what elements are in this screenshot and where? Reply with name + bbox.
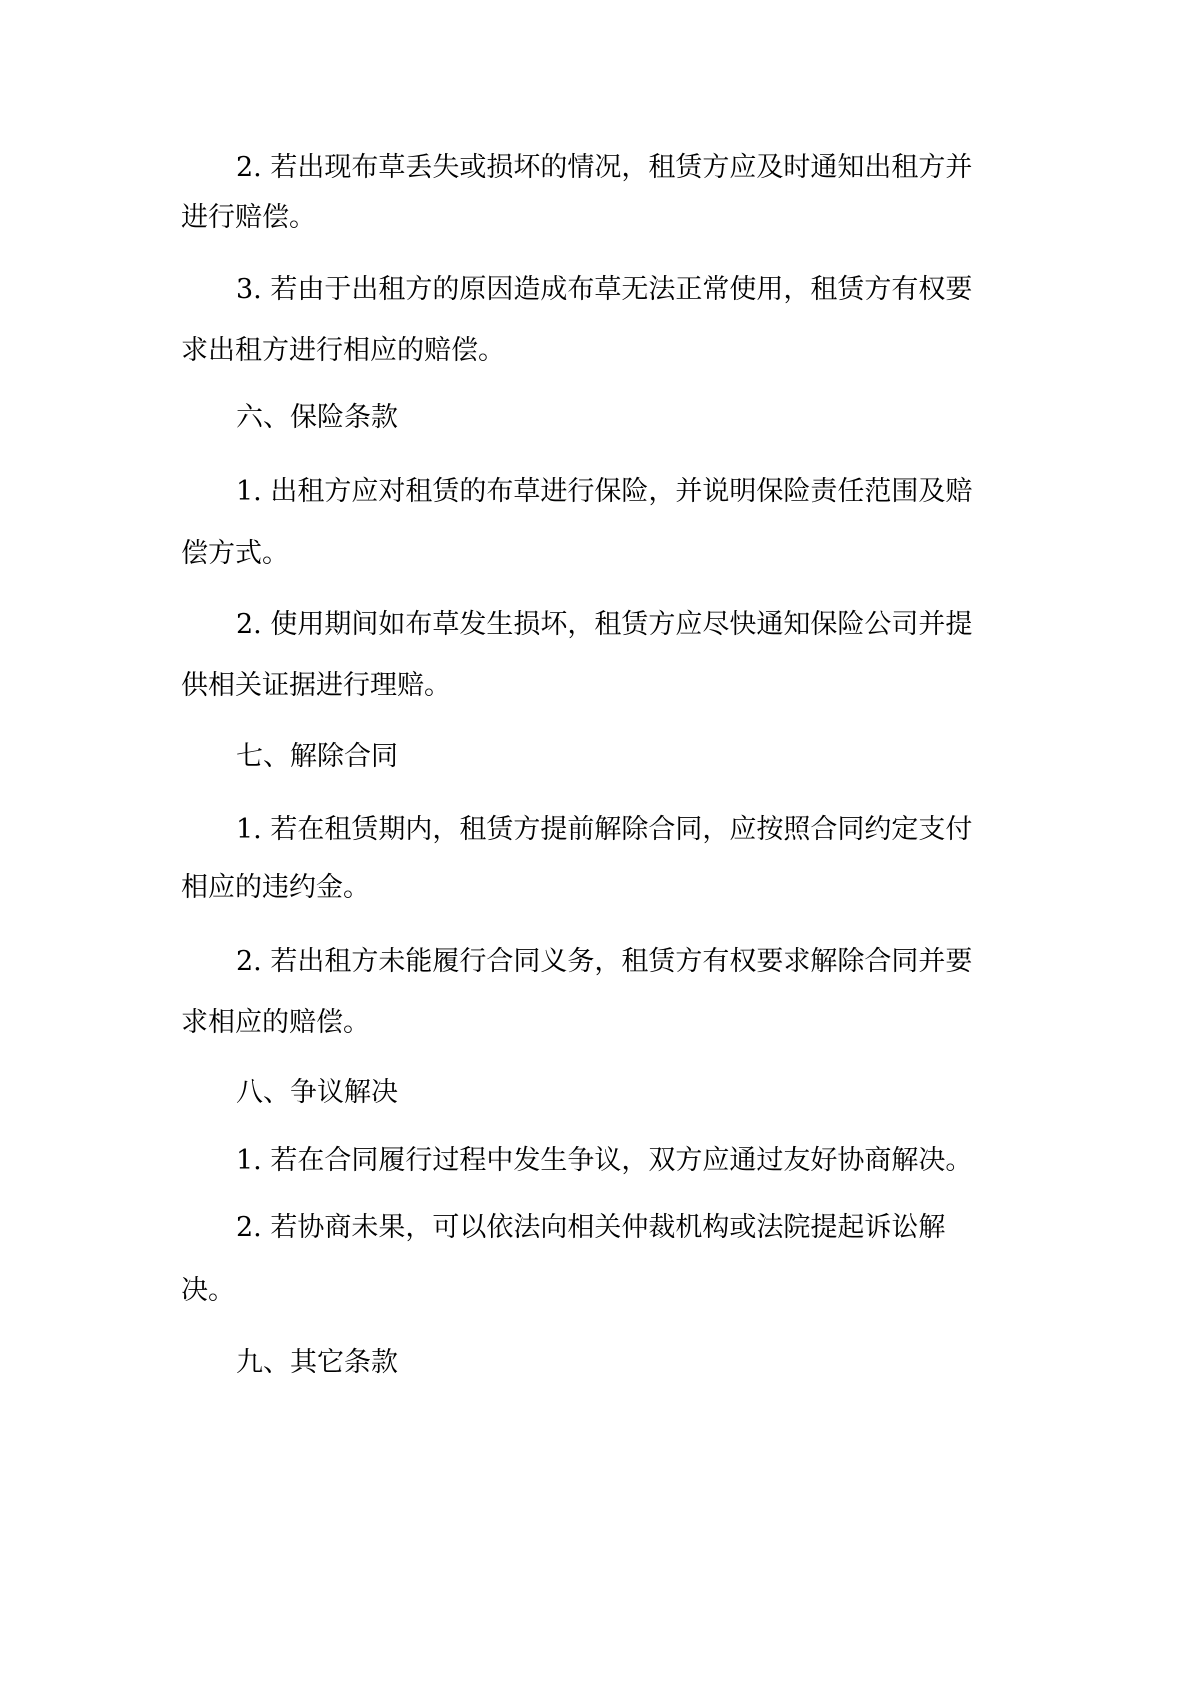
clause-6-1-line-1: 1. 出租方应对租赁的布草进行保险，并说明保险责任范围及赔 — [236, 476, 973, 507]
clause-7-2-line-1: 2. 若出租方未能履行合同义务，租赁方有权要求解除合同并要 — [236, 946, 973, 977]
clause-8-1-line-1: 1. 若在合同履行过程中发生争议，双方应通过友好协商解决。 — [236, 1145, 973, 1176]
clause-6-2-line-2: 供相关证据进行理赔。 — [181, 670, 451, 701]
section-heading-insurance: 六、保险条款 — [236, 402, 398, 433]
clause-7-2-line-2: 求相应的赔偿。 — [181, 1007, 370, 1038]
section-heading-dispute: 八、争议解决 — [236, 1077, 398, 1108]
clause-8-2-line-1: 2. 若协商未果，可以依法向相关仲裁机构或法院提起诉讼解 — [236, 1212, 946, 1243]
section-heading-termination: 七、解除合同 — [236, 741, 398, 772]
clause-5-2-line-1: 2. 若出现布草丢失或损坏的情况，租赁方应及时通知出租方并 — [236, 152, 973, 183]
clause-6-2-line-1: 2. 使用期间如布草发生损坏，租赁方应尽快通知保险公司并提 — [236, 609, 973, 640]
section-heading-other: 九、其它条款 — [236, 1347, 398, 1378]
clause-7-1-line-1: 1. 若在租赁期内，租赁方提前解除合同，应按照合同约定支付 — [236, 814, 973, 845]
clause-6-1-line-2: 偿方式。 — [181, 538, 289, 569]
clause-5-3-line-2: 求出租方进行相应的赔偿。 — [181, 335, 505, 366]
clause-8-2-line-2: 决。 — [181, 1275, 235, 1306]
clause-7-1-line-2: 相应的违约金。 — [181, 872, 370, 903]
clause-5-3-line-1: 3. 若由于出租方的原因造成布草无法正常使用，租赁方有权要 — [236, 274, 973, 305]
clause-5-2-line-2: 进行赔偿。 — [181, 202, 316, 233]
